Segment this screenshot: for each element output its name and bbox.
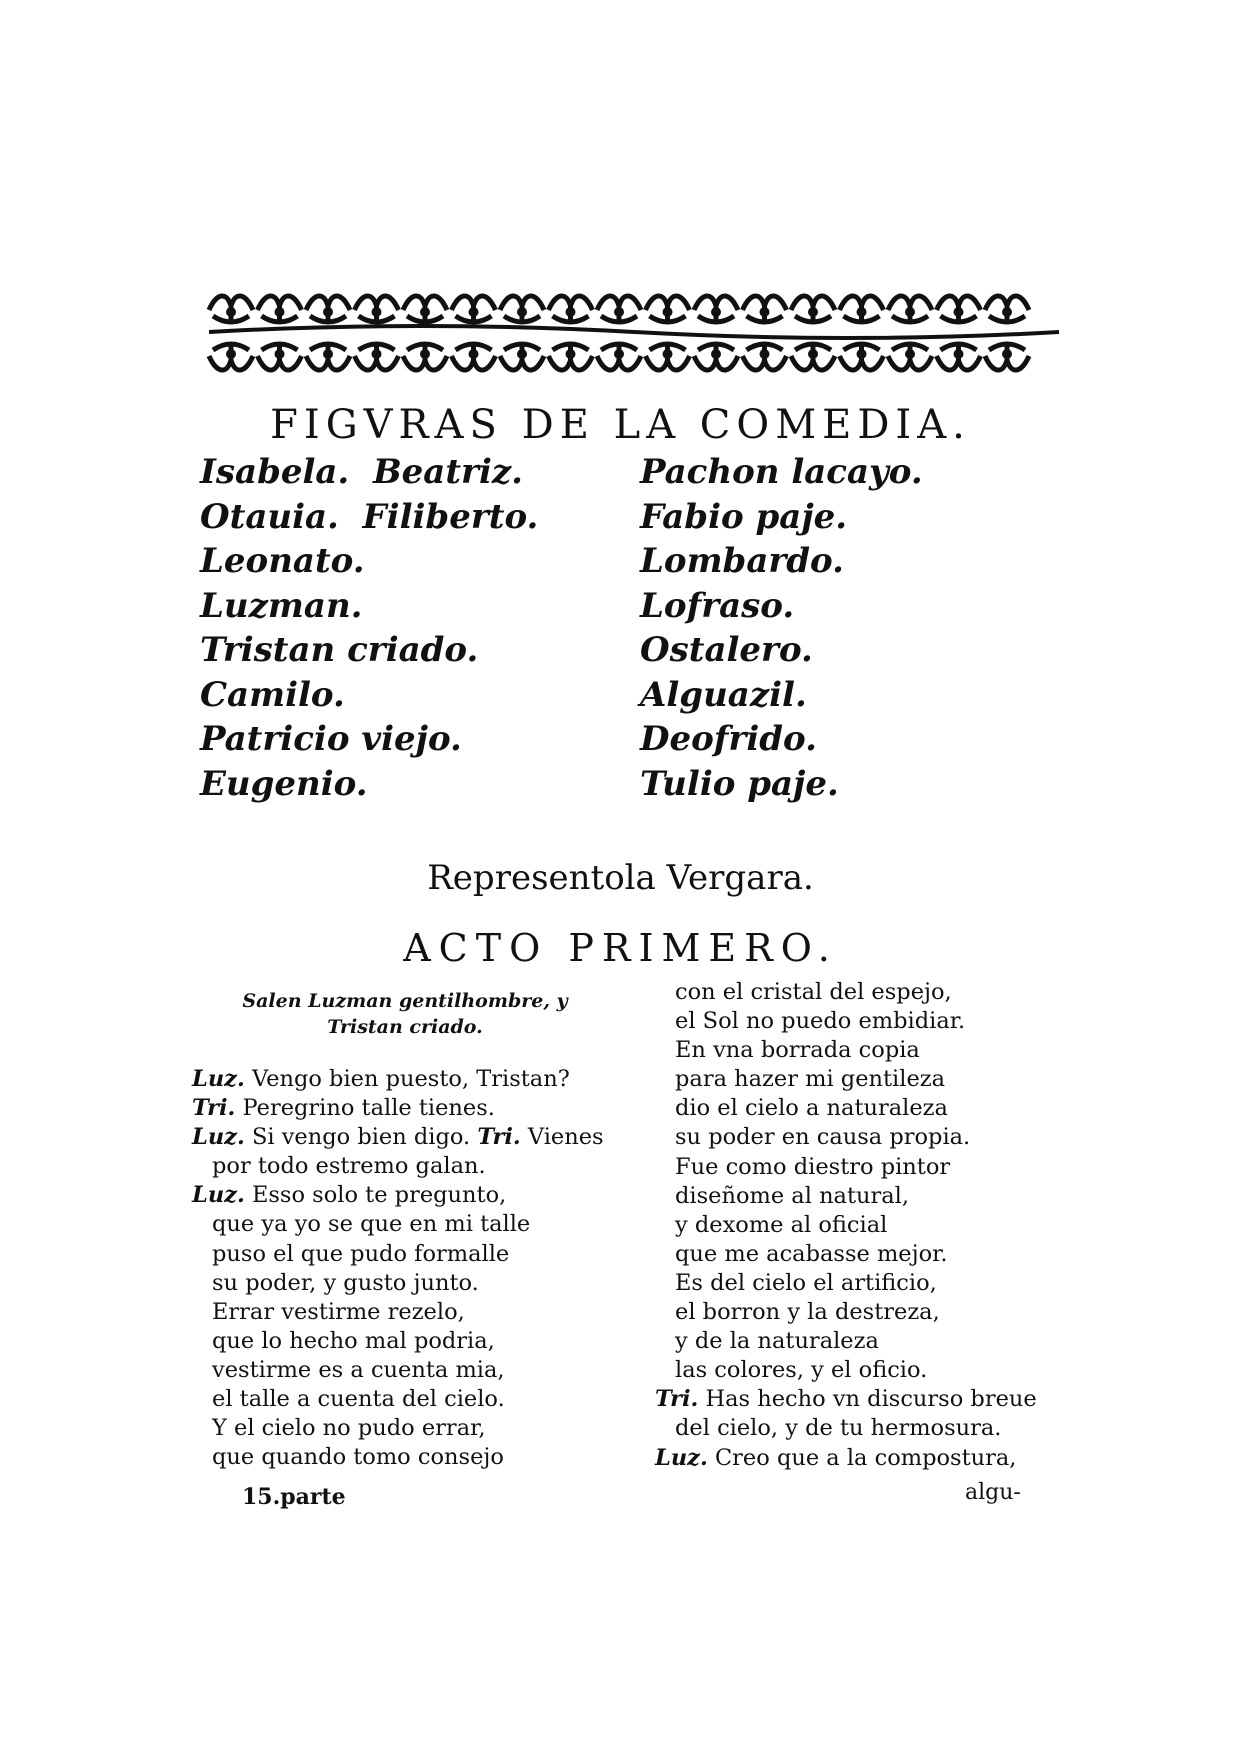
verse-text: Vengo bien puesto, Tristan? bbox=[251, 1066, 570, 1092]
cast-member: Tulio paje. bbox=[640, 763, 839, 804]
ornament-dot bbox=[1002, 349, 1012, 359]
verse-line bbox=[655, 1385, 1037, 1414]
verse-line bbox=[655, 1123, 1037, 1152]
verse-text: su poder, y gusto junto. bbox=[212, 1269, 479, 1296]
verse-text: vestirme es a cuenta mia, bbox=[212, 1356, 505, 1383]
verse-text: Has hecho vn discurso breue bbox=[705, 1386, 1037, 1413]
verse-text: Fue como diestro pintor bbox=[675, 1153, 951, 1180]
ornament-dot bbox=[469, 307, 479, 317]
ornament-dot bbox=[663, 349, 673, 359]
verse-text: el talle a cuenta del cielo. bbox=[212, 1386, 505, 1413]
ornament-dot bbox=[420, 307, 430, 317]
act-title: ACTO PRIMERO. bbox=[403, 926, 838, 970]
verse-line bbox=[655, 1269, 1037, 1298]
verse-text: En vna borrada copia bbox=[675, 1037, 920, 1064]
ornament-dot bbox=[323, 307, 333, 317]
verse-text: diseñome al natural, bbox=[675, 1182, 910, 1209]
verse-text: su poder en causa propia. bbox=[675, 1124, 971, 1151]
ornament-dot bbox=[226, 349, 236, 359]
cast-member: Fabio paje. bbox=[640, 496, 848, 537]
ornament-dot bbox=[954, 349, 964, 359]
stage-direction-line: Tristan criado. bbox=[327, 1016, 483, 1038]
verse-line bbox=[192, 1385, 604, 1414]
ornament-dot bbox=[760, 349, 770, 359]
cast-member: Lombardo. bbox=[640, 541, 844, 581]
ornament-dot bbox=[663, 307, 673, 317]
stage-direction-line: Salen Luzman gentilhombre, y bbox=[242, 990, 568, 1012]
speaker-label: Tri. bbox=[477, 1124, 521, 1151]
verse-column-right bbox=[655, 978, 1037, 1473]
cast-heading: FIGVRAS DE LA COMEDIA. bbox=[270, 402, 971, 448]
ornament-dot bbox=[372, 307, 382, 317]
ornament-dot bbox=[614, 307, 624, 317]
ornament-top-row bbox=[209, 296, 1059, 338]
verse-text: Vienes bbox=[527, 1124, 604, 1151]
vine-border-ornament bbox=[205, 282, 1063, 382]
ornament-dot bbox=[905, 349, 915, 359]
verse-text: Es del cielo el artificio, bbox=[675, 1269, 937, 1296]
verse-text: que me acabasse mejor. bbox=[675, 1240, 948, 1267]
cast-member: Tristan criado. bbox=[200, 630, 479, 670]
speaker-label: Luz. bbox=[192, 1182, 245, 1209]
ornament-dot bbox=[517, 307, 527, 317]
ornament-dot bbox=[760, 307, 770, 317]
verse-text: Y el cielo no pudo errar, bbox=[212, 1415, 486, 1442]
cast-member: Deofrido. bbox=[640, 719, 817, 759]
speaker-label: Tri. bbox=[655, 1386, 699, 1413]
ornament-dot bbox=[857, 307, 867, 317]
verse-text: el borron y la destreza, bbox=[675, 1299, 940, 1326]
ornament-dot bbox=[614, 349, 624, 359]
verse-line bbox=[192, 1181, 604, 1210]
verse-text: que ya yo se que en mi talle bbox=[212, 1211, 531, 1238]
cast-member: Ostalero. bbox=[640, 630, 813, 670]
verse-line bbox=[655, 1007, 1037, 1036]
verse-line bbox=[655, 1065, 1037, 1094]
verse-text: puso el que pudo formalle bbox=[212, 1240, 510, 1267]
verse-line bbox=[192, 1123, 604, 1152]
verse-line bbox=[655, 1094, 1037, 1123]
verse-text: Esso solo te pregunto, bbox=[251, 1182, 507, 1209]
verse-line bbox=[192, 1269, 604, 1298]
verse-line bbox=[655, 1211, 1037, 1240]
ornament-dot bbox=[420, 349, 430, 359]
verse-text: para hazer mi gentileza bbox=[675, 1066, 946, 1093]
ornament-dot bbox=[1002, 307, 1012, 317]
verse-line bbox=[192, 1356, 604, 1385]
cast-member: Leonato. bbox=[200, 541, 365, 581]
ornament-dot bbox=[566, 307, 576, 317]
verse-text: que lo hecho mal podria, bbox=[212, 1327, 495, 1354]
cast-member: Luzman. bbox=[200, 585, 363, 626]
represented-by: Representola Vergara. bbox=[427, 858, 814, 898]
verse-line bbox=[192, 1094, 604, 1123]
ornament-dot bbox=[517, 349, 527, 359]
ornament-dot bbox=[275, 307, 285, 317]
verse-line bbox=[655, 1153, 1037, 1182]
ornament-dot bbox=[323, 349, 333, 359]
verse-line bbox=[192, 1298, 604, 1327]
ornament-dot bbox=[469, 349, 479, 359]
verse-text: Si vengo bien digo. bbox=[251, 1124, 471, 1151]
verse-line bbox=[655, 1414, 1037, 1443]
signature-mark: 15.parte bbox=[242, 1484, 346, 1510]
speaker-label: Luz. bbox=[192, 1124, 245, 1151]
verse-text: con el cristal del espejo, bbox=[675, 979, 952, 1005]
verse-line bbox=[655, 1298, 1037, 1327]
ornament-dot bbox=[226, 307, 236, 317]
cast-member: Alguazil. bbox=[640, 674, 807, 715]
cast-list-right bbox=[640, 450, 923, 806]
verse-text: Peregrino talle tienes. bbox=[242, 1095, 495, 1122]
speaker-label: Luz. bbox=[655, 1444, 708, 1471]
verse-column-left bbox=[192, 1065, 604, 1472]
ornament-dot bbox=[566, 349, 576, 359]
catchword: algu- bbox=[965, 1480, 1021, 1505]
verse-text: por todo estremo galan. bbox=[212, 1153, 486, 1180]
ornament-dot bbox=[275, 349, 285, 359]
ornament-dot bbox=[954, 307, 964, 317]
verse-text: y de la naturaleza bbox=[675, 1328, 879, 1355]
verse-line bbox=[192, 1414, 604, 1443]
cast-member: Pachon lacayo. bbox=[640, 452, 923, 492]
cast-member: Camilo. bbox=[200, 674, 345, 715]
ornament-bottom-row bbox=[209, 342, 1029, 370]
ornament-dot bbox=[711, 307, 721, 317]
verse-line bbox=[655, 1240, 1037, 1269]
cast-member: Isabela. Beatriz. bbox=[200, 452, 524, 492]
verse-line bbox=[655, 1036, 1037, 1065]
verse-line bbox=[192, 1443, 604, 1472]
verse-text: Errar vestirme rezelo, bbox=[212, 1298, 465, 1325]
verse-text: y dexome al oficial bbox=[675, 1211, 888, 1238]
verse-line bbox=[655, 978, 1037, 1007]
verse-line bbox=[192, 1210, 604, 1239]
verse-line bbox=[192, 1240, 604, 1269]
speaker-label: Luz. bbox=[192, 1066, 245, 1092]
cast-list-left bbox=[200, 450, 538, 806]
verse-text: dio el cielo a naturaleza bbox=[675, 1095, 948, 1122]
verse-text: las colores, y el oficio. bbox=[675, 1357, 928, 1384]
verse-text: del cielo, y de tu hermosura. bbox=[675, 1415, 1002, 1442]
verse-line bbox=[655, 1327, 1037, 1356]
verse-line bbox=[655, 1356, 1037, 1385]
ornament-center-vine bbox=[209, 326, 1059, 338]
ornament-dot bbox=[711, 349, 721, 359]
ornament-dot bbox=[808, 349, 818, 359]
cast-member: Eugenio. bbox=[200, 763, 368, 804]
verse-line bbox=[192, 1065, 604, 1094]
cast-member: Patricio viejo. bbox=[200, 719, 462, 759]
verse-line bbox=[192, 1152, 604, 1181]
speaker-label: Tri. bbox=[192, 1095, 236, 1122]
verse-line bbox=[192, 1327, 604, 1356]
cast-member: Otauia. Filiberto. bbox=[200, 496, 539, 537]
verse-text: el Sol no puedo embidiar. bbox=[675, 1008, 966, 1035]
cast-member: Lofraso. bbox=[640, 585, 795, 626]
ornament-dot bbox=[372, 349, 382, 359]
verse-text: que quando tomo consejo bbox=[212, 1444, 504, 1471]
ornament-dot bbox=[905, 307, 915, 317]
stage-direction bbox=[180, 988, 630, 1040]
verse-line bbox=[655, 1182, 1037, 1211]
verse-text: Creo que a la compostura, bbox=[714, 1444, 1017, 1471]
ornament-dot bbox=[808, 307, 818, 317]
verse-line bbox=[655, 1444, 1037, 1473]
ornament-dot bbox=[857, 349, 867, 359]
